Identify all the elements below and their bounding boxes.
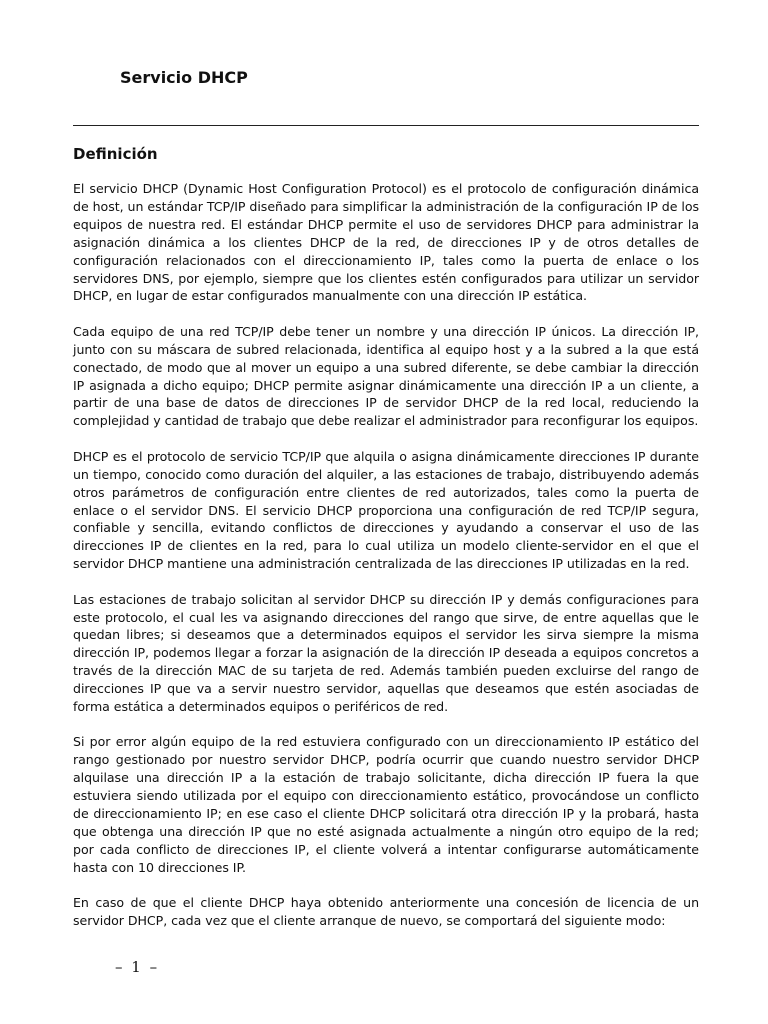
paragraph-3: DHCP es el protocolo de servicio TCP/IP que alquila o asigna dinámicamente direcciones IP durante un tiempo, conocido como duración del alquiler, a las estaciones de trabajo, distribuyendo además otros parámetros de configuración entre clientes de red autorizados, tales como la puerta de enlace o el servidor DNS. El servicio DHCP proporciona una configuración de red TCP/IP segura, confiable y sencilla, evitando conflictos de direcciones y ayudando a conservar el uso de las direcciones IP de clientes en la red, para lo cual utiliza un modelo cliente-servidor en el que el servidor DHCP mantiene una administración centralizada de las direcciones IP utilizadas en la red. [73,448,699,572]
title-divider [73,125,699,126]
paragraph-5: Si por error algún equipo de la red estuviera configurado con un direccionamiento IP estático del rango gestionado por nuestro servidor DHCP, podría ocurrir que cuando nuestro servidor DHCP alquilase una dirección IP a la estación de trabajo solicitante, dicha dirección IP fuera la que estuviera siendo utilizada por el equipo con direccionamiento estático, provocándose un conflicto de direccionamiento IP; en ese caso el cliente DHCP solicitará otra dirección IP y la probará, hasta que obtenga una dirección IP que no esté asignada actualmente a ningún otro equipo de la red; por cada conflicto de direcciones IP, el cliente volverá a intentar configurarse automáticamente hasta con 10 direcciones IP. [73,734,699,875]
document-title: Servicio DHCP [120,68,248,87]
paragraph-1: El servicio DHCP (Dynamic Host Configuration Protocol) es el protocolo de configuración dinámica de host, un estándar TCP/IP diseñado para simplificar la administración de la configuración IP de los equipos de nuestra red. El estándar DHCP permite el uso de servidores DHCP para administrar la asignación dinámica a los clientes DHCP de la red, de direcciones IP y de otros detalles de configuración relacionados con el direccionamiento IP, tales como la puerta de enlace o los servidores DNS, por ejemplo, siempre que los clientes estén configurados para utilizar un servidor DHCP, en lugar de estar configurados manualmente con una dirección IP estática. [73,181,699,304]
paragraph-4: Las estaciones de trabajo solicitan al servidor DHCP su dirección IP y demás configuraciones para este protocolo, el cual les va asignando direcciones del rango que sirve, de entre aquellas que le quedan libres; si deseamos que a determinados equipos el servidor les sirva siempre la misma dirección IP, podemos llegar a forzar la asignación de la dirección IP deseada a equipos concretos a través de la dirección MAC de su tarjeta de red. Además también pueden excluirse del rango de direcciones IP que va a servir nuestro servidor, aquellas que deseamos que estén asociadas de forma estática a determinados equipos o periféricos de red. [73,591,699,715]
paragraph-6: En caso de que el cliente DHCP haya obtenido anteriormente una concesión de licencia de un servidor DHCP, cada vez que el cliente arranque de nuevo, se comportará del siguiente modo: [73,895,699,929]
section-heading: Definición [73,145,158,163]
page-number: – 1 – [115,958,160,976]
document-body [73,180,699,948]
paragraph-2: Cada equipo de una red TCP/IP debe tener un nombre y una dirección IP únicos. La dirección IP, junto con su máscara de subred relacionada, identifica al equipo host y a la subred a la que está conectado, de modo que al mover un equipo a una subred diferente, se debe cambiar la dirección IP asignada a dicho equipo; DHCP permite asignar dinámicamente una dirección IP a un cliente, a partir de una base de datos de direcciones IP de servidor DHCP de la red local, reduciendo la complejidad y cantidad de trabajo que debe realizar el administrador para reconfigurar los equipos. [73,323,699,429]
